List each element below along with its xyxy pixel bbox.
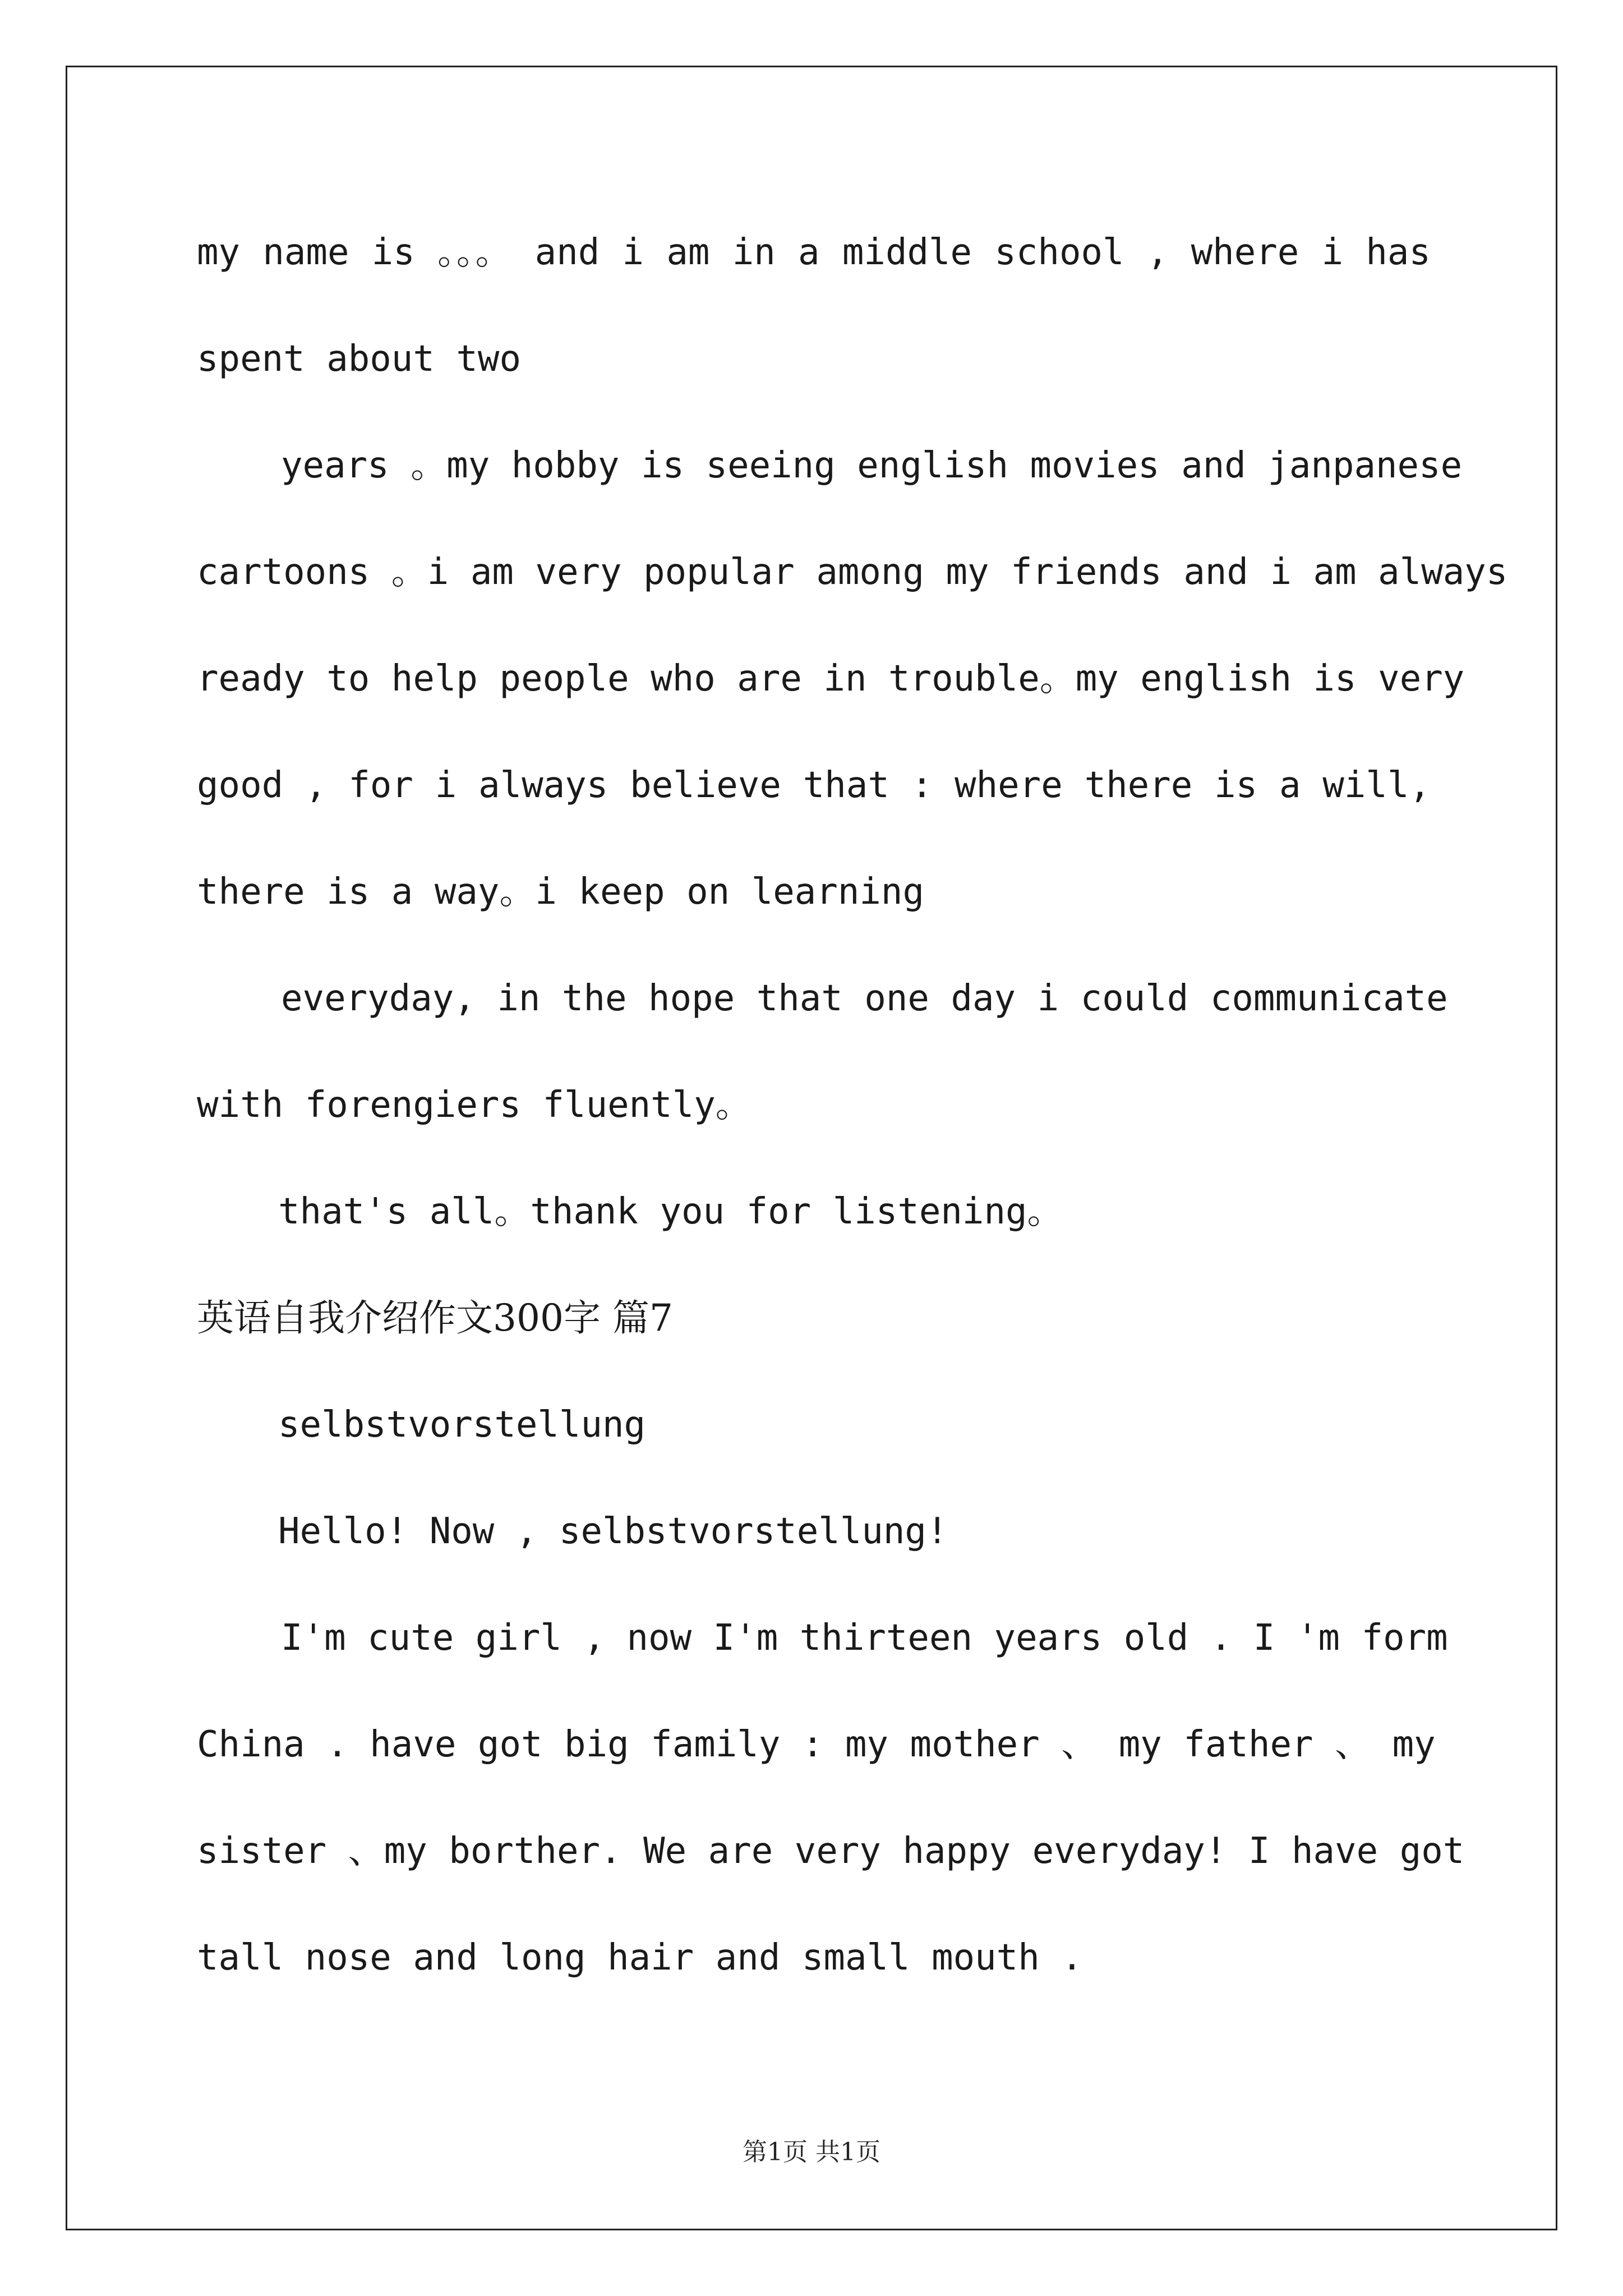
paragraph-line: there is a way。i keep on learning [197, 871, 924, 913]
paragraph-line: sister 、my borther. We are very happy everyday! I have got [197, 1830, 1465, 1872]
page-footer: 第1页 共1页 [743, 2138, 880, 2166]
document-body [197, 213, 1508, 2025]
paragraph-line: Hello! Now , selbstvorstellung! [278, 1511, 948, 1552]
paragraph-line: good , for i always believe that : where there is a will, [197, 765, 1431, 806]
paragraph-line: ready to help people who are in trouble。my english is very [197, 658, 1465, 700]
paragraph-line: China . have got big family : my mother 、 my father 、 my [197, 1724, 1436, 1765]
section-heading: 英语自我介绍作文300字 篇7 [197, 1296, 673, 1340]
paragraph-line: my name is 。。。 and i am in a middle school , where i has [197, 232, 1431, 273]
paragraph-line: everyday, in the hope that one day i could communicate [281, 978, 1448, 1019]
paragraph-line: spent about two [197, 338, 521, 380]
paragraph-line: selbstvorstellung [278, 1404, 646, 1446]
paragraph-line: I'm cute girl , now I'm thirteen years old . I 'm form [281, 1617, 1448, 1659]
paragraph-line: with forengiers fluently。 [197, 1084, 751, 1126]
paragraph-line: years 。my hobby is seeing english movies and janpanese [281, 445, 1463, 486]
paragraph-line: tall nose and long hair and small mouth . [197, 1937, 1083, 1978]
paragraph-line: cartoons 。i am very popular among my friends and i am always [197, 551, 1508, 593]
paragraph-line: that's all。thank you for listening。 [278, 1191, 1063, 1232]
